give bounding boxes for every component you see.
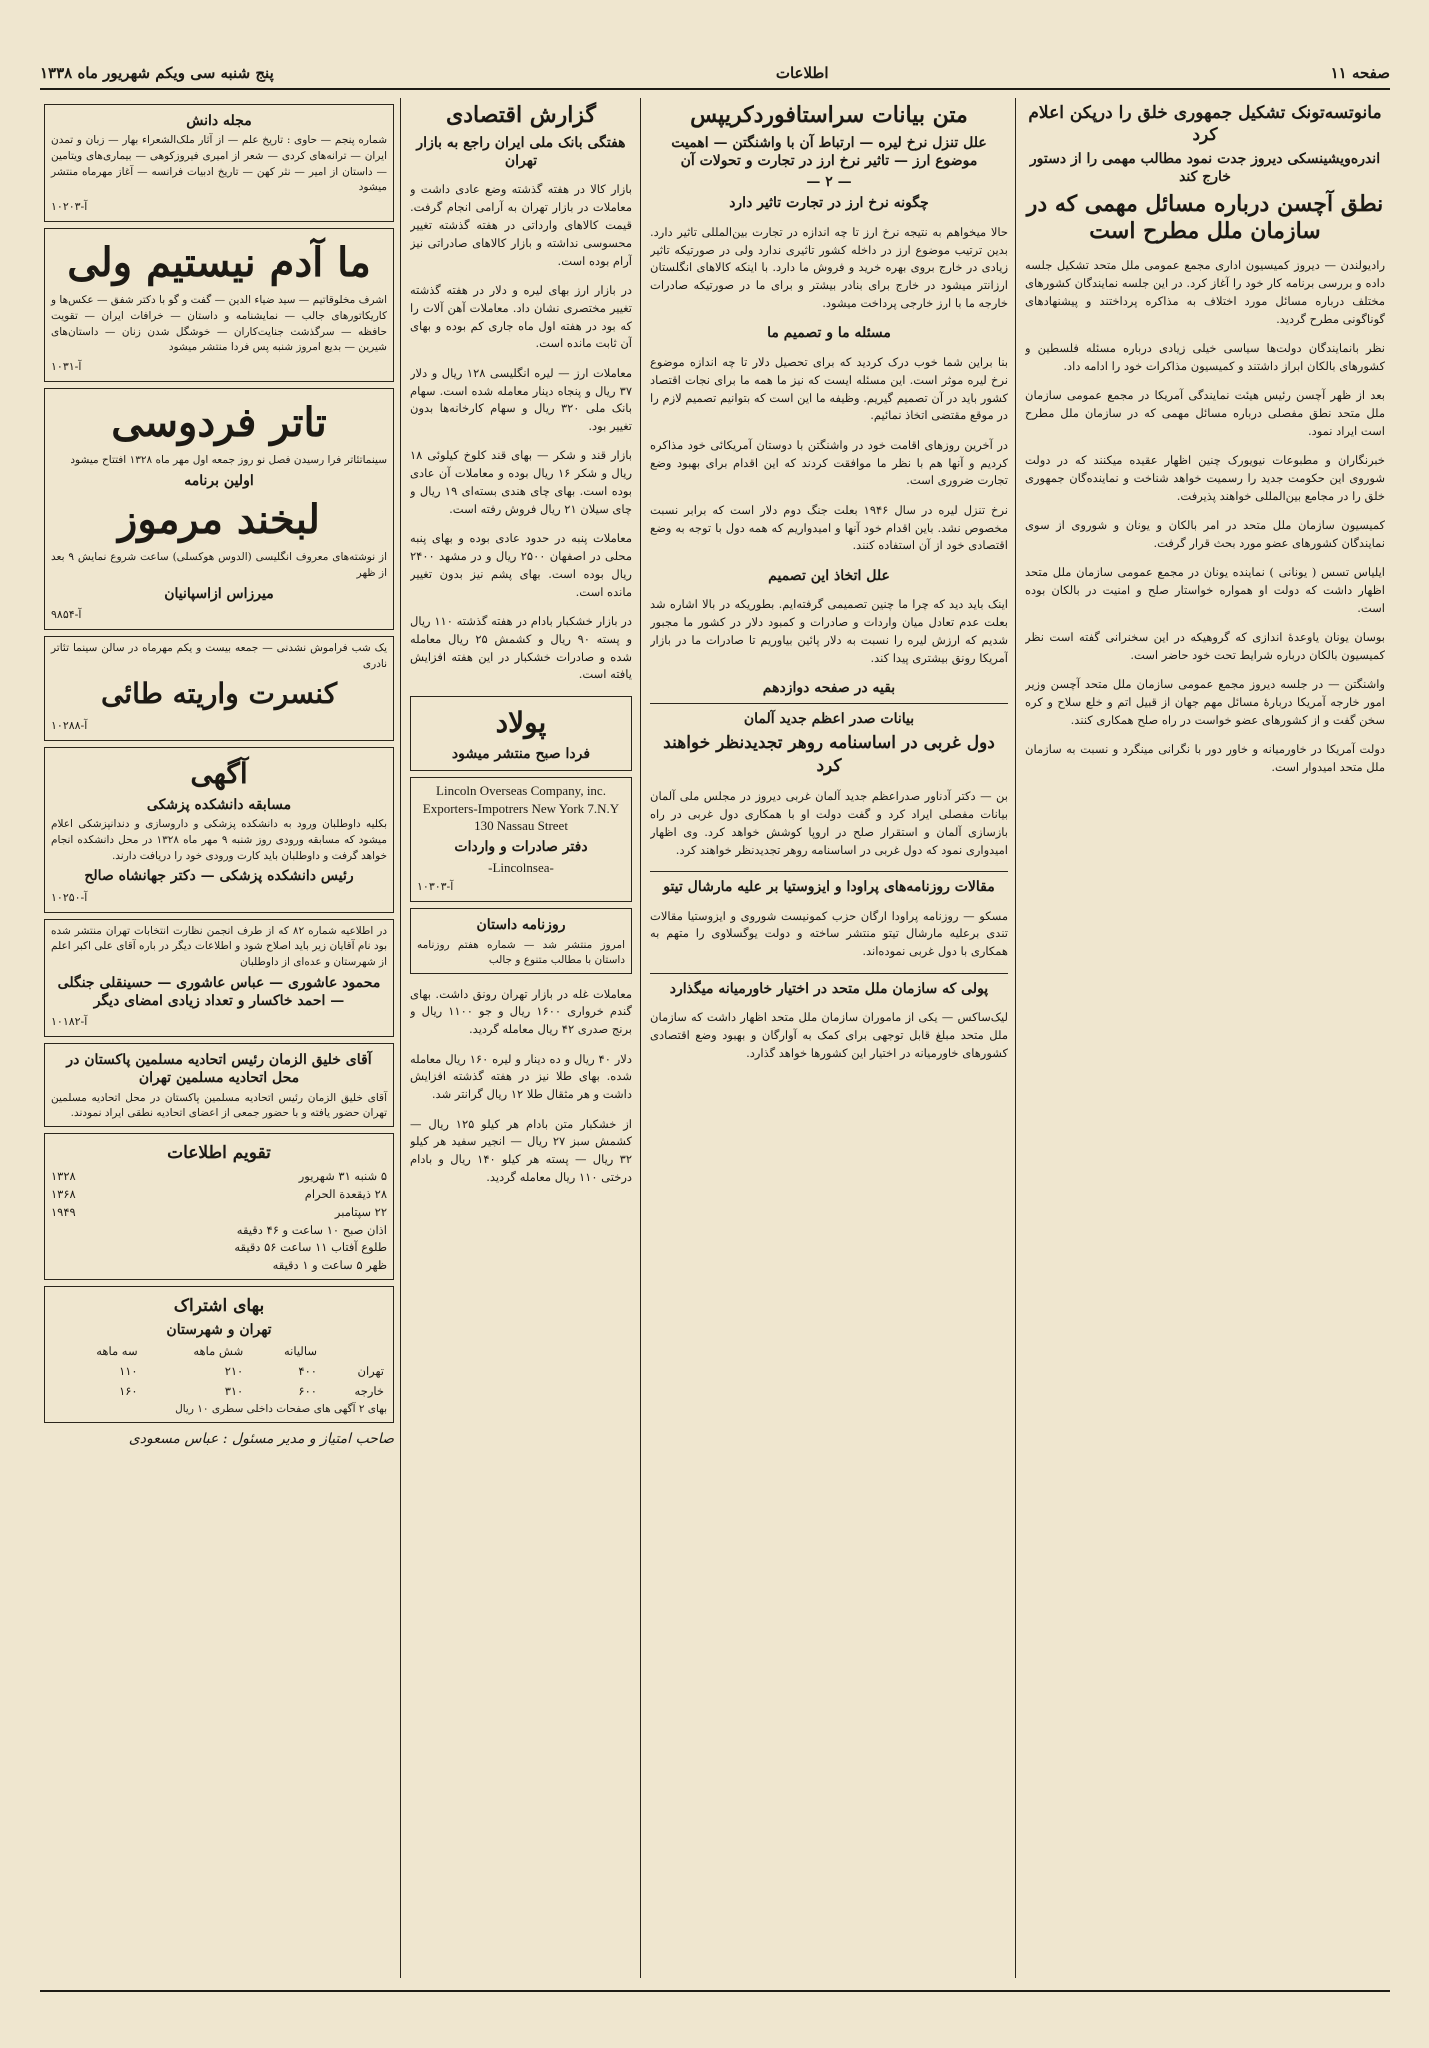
ad-title: پولاد [495, 705, 547, 739]
ad-lincoln [410, 777, 632, 902]
continued-note: بقیه در صفحه دوازدهم [762, 680, 896, 697]
table-row [51, 1362, 387, 1382]
table-cell: ۱۶۰ [119, 1383, 138, 1398]
ad-signature: رئیس دانشکده پزشکی — دکتر جهانشاه صالح [84, 868, 354, 885]
article-paragraph: در بازار خشکبار بادام در هفته گذشته ۱۱۰ ریال و پسته ۹۰ ریال و کشمش ۲۵ ریال معامله شده و صادرات خشکبار در این هفته افزایش یافته است. [410, 613, 632, 682]
ad-title: تاتر فردوسی [111, 399, 327, 447]
article-paragraph: کمیسیون سازمان ملل متحد در امر بالکان و یونان و شوروی از سوی نمایندگان کشورهای عضو مورد بحث قرار گرفت. [1025, 517, 1385, 550]
ad-concert [44, 636, 394, 741]
divider [650, 973, 1008, 974]
subscription-title: بهای اشتراک [173, 1296, 265, 1317]
ad-text: یک شب فراموش نشدنی — جمعه بیست و یکم مهرماه در سالن سینما تئاتر نادری [51, 641, 387, 670]
article-paragraph: بازار کالا در هفته گذشته وضع عادی داشت و معاملات در بازار تهران به آرامی انجام گرفت. قیمت کالاهای وارداتی در هفته گذشته تغییر محسوسی نداشته و بازار کالاهای صادراتی نیز آرام بوده است. [410, 182, 632, 268]
ad-text: امروز منتشر شد — شماره هفتم روزنامه داستان با مطالب متنوع و جالب [417, 938, 625, 967]
calendar-box [44, 1133, 394, 1280]
headline-adenauer: بیانات صدر اعظم جدید آلمان [743, 711, 915, 728]
ad-title: کنسرت واریته طائی [100, 677, 338, 711]
table-row [51, 1382, 387, 1402]
ad-ref: آ-۱۰۱۸۲ [51, 1015, 88, 1029]
publisher-signature: صاحب امتیاز و مدیر مسئول : عباس مسعودی [128, 1430, 394, 1447]
ad-title: آقای خلیق الزمان رئیس اتحادیه مسلمین پاکستان در محل اتحادیه مسلمین تهران [66, 1052, 372, 1087]
ad-ref: آ-۱۰۳۱ [51, 360, 82, 374]
ad-announcement [44, 919, 394, 1038]
table-cell: ۳۱۰ [224, 1383, 244, 1398]
ad-ref: آ-۹۸۵۴ [51, 607, 82, 621]
ad-ref: آ-۱۰۲۸۸ [51, 718, 88, 732]
article-paragraph: معاملات غله در بازار تهران رونق داشت. بهای گندم خرواری ۱۶۰۰ ریال و جو ۱۱۰۰ ریال و برنج صدری ۴۲ ریال معامله گردید. [410, 986, 632, 1037]
paper-name: اطلاعات [775, 64, 829, 82]
ad-ferdowsi-theatre [44, 388, 394, 630]
column-divider [1015, 98, 1016, 1978]
table-cell: ۱۱۰ [119, 1364, 138, 1379]
ad-ref: آ-۱۰۲۵۰ [51, 890, 88, 904]
headline-economic-report: گزارش اقتصادی [446, 102, 596, 128]
ad-text: سینماتئاتر فرا رسیدن فصل نو روز جمعه اول مهر ماه ۱۳۲۸ افتتاح میشود [70, 454, 387, 467]
divider [650, 871, 1008, 872]
column-ads [44, 98, 394, 1978]
article-paragraph: بعد از ظهر آچسن رئیس هیئت نمایندگی آمریکا در مجمع عمومی سازمان ملل متحد نطق مفصلی درباره مسائل مهمی که در سازمان ملل مطرح است ایراد نمود. [1025, 387, 1385, 438]
subscription-table [51, 1342, 387, 1401]
headline-tito: مقالات روزنامه‌های پراودا و ایزوستیا بر علیه مارشال تیتو [663, 878, 995, 895]
headline-cripps: متن بیانات سراستافوردکریپس [690, 102, 968, 128]
column-divider [400, 98, 401, 1978]
subhead-cripps: علل تنزل نرخ لیره — ارتباط آن با واشنگتن — اهمیت موضوع ارز — تاثیر نرخ ارز در تجارت و تحولات آن [671, 134, 987, 169]
calendar-row: ۲۸ ذیقعدة الحرام ۱۳۶۸ [51, 1187, 387, 1201]
calendar-title: تقویم اطلاعات [167, 1143, 271, 1164]
calendar-row: ظهر ۵ ساعت و ۱ دقیقه [272, 1258, 387, 1273]
ad-pulad [410, 696, 632, 771]
table-cell: ۴۰۰ [298, 1364, 317, 1379]
headline-mao: مانوتسه‌تونک تشکیل جمهوری خلق را درپکن اعلام کرد [1028, 103, 1382, 146]
table-header: ساليانه [283, 1344, 317, 1359]
article-paragraph: از خشکبار متن بادام هر کیلو ۱۲۵ ریال — کشمش سبز ۲۷ ریال — انجیر سفید هر کیلو ۳۲ ریال — پسته هر کیلو ۱۴۰ ریال و بادام درختی ۱۱۰ ریال معامله گردید. [410, 1116, 632, 1184]
subhead-vishinsky: اندره‌ویشینسکی دیروز جدت نمود مطالب مهمی را از دستور خارج کند [1029, 151, 1381, 186]
article-paragraph: لیک‌ساکس — یکی از ماموران سازمان ملل متحد اظهار داشت که سازمان ملل متحد مبلغ قابل توجهی برای کمک به آوارگان و بهبود وضع اقتصادی کشورهای خاورمیانه در اختیار این کشورها خواهد گذارد. [650, 1010, 1008, 1060]
ad-names: محمود عاشوری — عباس عاشوری — حسینقلی جنگلی — احمد خاکسار و تعداد زیادی امضای دیگر [57, 974, 381, 1009]
section-heading: علل اتخاذ این تصمیم [768, 567, 890, 584]
article-paragraph: خبرنگاران و مطبوعات نیویورک چنین اظهار عقیده میکنند که در دولت شوروی این حکومت جدید را رسمیت خواهد شناخت و نماینده‌گان جمهوری خلق را در مجامع بین‌المللی خواهند پذیرفت. [1025, 452, 1385, 503]
ad-text: شماره پنجم — حاوی : تاریخ علم — از آثار ملک‌الشعراء بهار — زبان و تمدن ایران — ترانه‌های کردی — شعر از امیری فیروزکوهی — بیماری‌های ویتامین — داستان از امیر — نثر کهن — تاریخ ادبیات فرانسه — آغاز مهرماه منتشر میشود [51, 134, 387, 194]
article-paragraph: نرخ تنزل لیره در سال ۱۹۴۶ بعلت جنگ دوم دلار است که برابر نسبت مخصوص نشد. باین اقدام خود آنها و امیدواریم که همه دول با توجه به وضع اقتصادی خود از آن استفاده کنند. [650, 502, 1008, 553]
article-paragraph: در بازار ارز بهای لیره و دلار در هفته گذشته تغییر مختصری نشان داد. معاملات آهن آلات را که بود در هفته اول ماه جاری کم بوده و بهای آن ثابت مانده است. [410, 282, 632, 351]
ad-dastan [410, 908, 632, 974]
table-header: سه ماهه [96, 1344, 138, 1359]
calendar-row: اذان صبح ۱۰ ساعت و ۴۶ دقیقه [236, 1222, 387, 1237]
table-row [51, 1342, 387, 1362]
article-paragraph: بن — دکتر آدناور صدراعظم جدید آلمان غربی دیروز در مجلس ملی آلمان بیانات مفصلی ایراد کرد و گفت دولت او با همکاری دول غربی در راه بازسازی آلمان و استقرار صلح در اروپا کوشش خواهد کرد. وی اظهار امیدواری نمود که دول غربی در اساسنامه روهر تجدیدنظر خواهند کرد. [650, 789, 1008, 857]
subhead-adenauer: دول غربی در اساسنامه روهر تجدیدنظر خواهند کرد [663, 733, 995, 776]
article-paragraph: معاملات پنبه در حدود عادی بوده و بهای پنبه محلی در اصفهان ۲۵۰۰ ریال و در مشهد ۲۴۰۰ ریال بوده است. بهای پشم نیز بدون تغییر مانده است. [410, 531, 632, 599]
ad-ref: آ-۱۰۲۰۳ [51, 200, 88, 214]
headline-acheson: نطق آچسن درباره مسائل مهمی که در سازمان ملل مطرح است [1026, 190, 1384, 245]
director-name: میرزاس ازاسپانیان [164, 585, 274, 602]
column-world-news [1025, 98, 1385, 1978]
article-paragraph: اینک باید دید که چرا ما چنین تصمیمی گرفته‌ایم. بطوریکه در بالا اشاره شد بعلت عدم تعادل میان واردات و صادرات و کمبود دلار در کشور ما مجبور شدیم که ارزش لیره را نسبت به دلار پائین بیاوریم تا صادرات ما در بازار آمریکا رونق بیشتری پیدا کند. [650, 597, 1008, 665]
article-paragraph: نظر بانمایندگان دولت‌ها سیاسی خیلی زیادی درباره مسئله فلسطین و کشورهای بالکان ابراز داشتند و کمیسیون مذاکرات خود را ادامه داد. [1025, 340, 1385, 373]
divider [650, 703, 1008, 704]
ad-text: در اطلاعیه شماره ۸۲ که از طرف انجمن نظارت انتخابات تهران منتشر شده بود نام آقایان زیر باید اصلاح شود و اطلاعات دیگر در باره آقای علی اکبر اعلم از شهرستان و عده‌ای از داوطلبان [51, 924, 387, 969]
column-cripps [650, 98, 1008, 1978]
issue-date: پنج شنبه سی ویکم شهریور ماه ۱۳۳۸ [40, 64, 274, 82]
ad-notice [44, 747, 394, 913]
section-heading: چگونه نرخ ارز در تجارت تاثیر دارد [729, 195, 929, 212]
ad-ref: آ-۱۰۳۰۳ [417, 880, 454, 894]
subscription-place: تهران و شهرستان [166, 1322, 272, 1339]
article-paragraph: واشنگتن — در جلسه دیروز مجمع عمومی سازمان ملل متحد آچسن وزیر امور خارجه آمریکا دربارهٔ مسائل مهم جهان از قبیل اتم و خلع سلاح و کره سخن گفت و از کشورهای عضو خواست در راه صلح همکاری کنند. [1025, 677, 1385, 727]
column-economic [410, 98, 632, 1978]
article-paragraph: حالا میخواهم به نتیجه نرخ ارز تا چه اندازه در تجارت بین‌المللی تاثیر دارد. بدین ترتیب موضوع ارز در داخله کشور تاثیری ندارد ولی در صورتیکه تاثیر زیادی در خارج بروی بهره خرید و فروش ما دارد. با اینکه کالاهای انگلستان ارزانتر میشود در خارج برای بنادر بیشتر و برای ما در صورتیکه صادرات خارجه ما با ارز خارجی پرداخت میشود. [650, 224, 1008, 310]
ad-danesh-magazine [44, 104, 394, 222]
article-paragraph: دولت آمریکا در خاورمیانه و خاور دور با نگرانی مینگرد و نسبت به سازمان ملل متحد امیدوار است. [1025, 741, 1385, 774]
section-heading: مسئله ما و تصمیم ما [767, 325, 891, 342]
ad-text: آقای خلیق الزمان رئیس اتحادیه مسلمین پاکستان در محل اتحادیه مسلمین تهران حضور یافته و با حضور جمعی از اعضای اتحادیه نطقی ایراد نمودند. [51, 1091, 387, 1120]
ad-lincoln-persian: دفتر صادرات و واردات [454, 838, 588, 855]
ad-title: آگهی [190, 756, 248, 790]
subscription-note: بهای ۲ آگهی های صفحات داخلی سطری ۱۰ ریال [175, 1402, 387, 1415]
article-paragraph: در آخرین روزهای اقامت خود در واشنگتن با دوستان آمریکائی خود مذاکره کردیم و آنها هم با نظر ما موافقت کردند که این اقدام برای بهبود وضع تجارت ضروری است. [650, 437, 1008, 488]
ad-lincoln-english: Lincoln Overseas Company, inc. Exporters-Impotrers New York 7.N.Y 130 Nassau Street [422, 783, 620, 834]
ad-text: فردا صبح منتشر میشود [451, 745, 591, 762]
ad-text: بکلیه داوطلبان ورود به دانشکده پزشکی و داروسازی و دندانپزشکی اعلام میشود که مسابقه ورودی روز شنبه ۹ مهر ماه ۱۳۲۸ در محل دانشکده انجام خواهد گرفت و داوطلبان باید کارت ورودی خود را دریافت دارند. [51, 818, 387, 862]
calendar-row: طلوع آفتاب ۱۱ ساعت ۵۶ دقیقه [234, 1240, 387, 1255]
play-title: لبخند مرموز [118, 496, 320, 544]
subscription-box [44, 1286, 394, 1422]
article-paragraph: رادیولندن — دیروز کمیسیون اداری مجمع عمومی ملل متحد تشکیل جلسه داده و بررسی برنامه کار خود را آغاز کرد. در این جلسه نمایندگان کشورهای مختلف درباره مسائل مورد اختلاف به مذاکره پرداختند و پیشنهادهای گوناگونی مطرح گردید. [1025, 258, 1385, 326]
article-paragraph: مسکو — روزنامه پراودا ارگان حزب کمونیست شوروی و ایزوستیا مقالات تندی برعلیه مارشال تیتو منتشر ساخته و دولت یوگسلاوی را متهم به همکاری با دول غربی نموده‌اند. [650, 908, 1008, 959]
ad-lincoln-cable: -Lincolnsea- [488, 859, 554, 875]
article-paragraph: بازار قند و شکر — بهای قند کلوخ کیلوئی ۱۸ ریال و شکر ۱۶ ریال بوده و معاملات آن عادی بوده است. بهای چای هندی بسته‌ای ۱۹ ریال و چای سیلان ۲۱ ریال فروش رفته است. [410, 448, 632, 516]
table-cell: ۶۰۰ [298, 1383, 317, 1398]
article-paragraph: بوسان یونان یاوعدۀ اندازی که گروهیکه در این سخنرانی گفته است نظر کمیسیون بالکان درباره شرایط تحت خود حاضر است. [1025, 629, 1385, 662]
column-divider [640, 98, 641, 1978]
ad-title: روزنامه داستان [476, 917, 566, 934]
ad-text: از نوشته‌های معروف انگلیسی (الدوس هوکسلی) ساعت شروع نمایش ۹ بعد از ظهر [51, 551, 387, 579]
ad-text: اشرف مخلوقاتیم — سید ضیاء الدین — گفت و گو با دکتر شفق — عکس‌ها و کاریکاتورهای جالب — نمایشنامه و داستان — خرافات ایران — تقویت حافظه — سرگذشت جنایت‌کاران — خوشگل شدن زنان — داستان‌های شیرین — بدیع امروز شنبه پس فردا منتشر میشود [51, 294, 387, 354]
table-cell: خارجه [354, 1383, 384, 1398]
calendar-row: ۵ شنبه ۳۱ شهریور ۱۳۲۸ [51, 1169, 387, 1184]
page-number: صفحه ۱۱ [1330, 64, 1390, 82]
table-header: شش ماهه [193, 1344, 244, 1359]
article-paragraph: معاملات ارز — لیره انگلیسی ۱۲۸ ریال و دلار ۳۷ ریال و پنجاه دینار معامله شده است. سهام بانک ملی ۳۲۰ ریال و سهام کارخانه‌ها بدون تغییر بود. [410, 365, 632, 434]
ad-congratulation [44, 1043, 394, 1127]
ad-subtitle: مسابقه دانشکده پزشکی [146, 796, 292, 813]
headline-un-aid: پولی که سازمان ملل متحد در اختیار خاورمیانه میگذارد [669, 980, 989, 997]
header-rule [40, 88, 1390, 90]
subhead-bank-melli: هفتگی بانک ملی ایران راجع به بازار تهران [416, 134, 626, 169]
ad-book [44, 228, 394, 382]
table-cell: تهران [357, 1364, 384, 1379]
ad-title: ما آدم نیستیم ولی [67, 239, 371, 287]
calendar-list [51, 1168, 387, 1275]
article-paragraph: بنا براین شما خوب درک کردید که برای تحصیل دلار تا چه اندازه موضوع نرخ لیره موثر است. این مسئله ایست که نیز ما همه ما برای نجات اقتصاد کشور باید در آن تصمیم گیریم. وظیفه ما این است که بتوانیم تصمیم لازم را در موقع مقتضی اتخاذ نمائیم. [650, 355, 1008, 423]
article-paragraph: ایلیاس تسس ( یونانی ) نماینده یونان در مجمع عمومی سازمان ملل متحد اظهار داشت که دولت او همواره خواستار صلح و امنیت در بالکان بوده است. [1025, 564, 1385, 615]
part-number: — ۲ — [806, 173, 852, 190]
calendar-row: ۲۲ سپتامبر ۱۹۴۹ [51, 1204, 387, 1219]
table-cell: ۲۱۰ [224, 1364, 244, 1379]
article-paragraph: دلار ۴۰ ریال و ده دینار و لیره ۱۶۰ ریال معامله شده. بهای طلا نیز در هفته گذشته افزایش داشت و هر مثقال طلا ۱۲ ریال گرانتر شد. [410, 1051, 632, 1102]
ad-title: مجله دانش [186, 113, 252, 129]
program-label: اولین برنامه [184, 473, 254, 490]
footer-rule [40, 1990, 1390, 1992]
